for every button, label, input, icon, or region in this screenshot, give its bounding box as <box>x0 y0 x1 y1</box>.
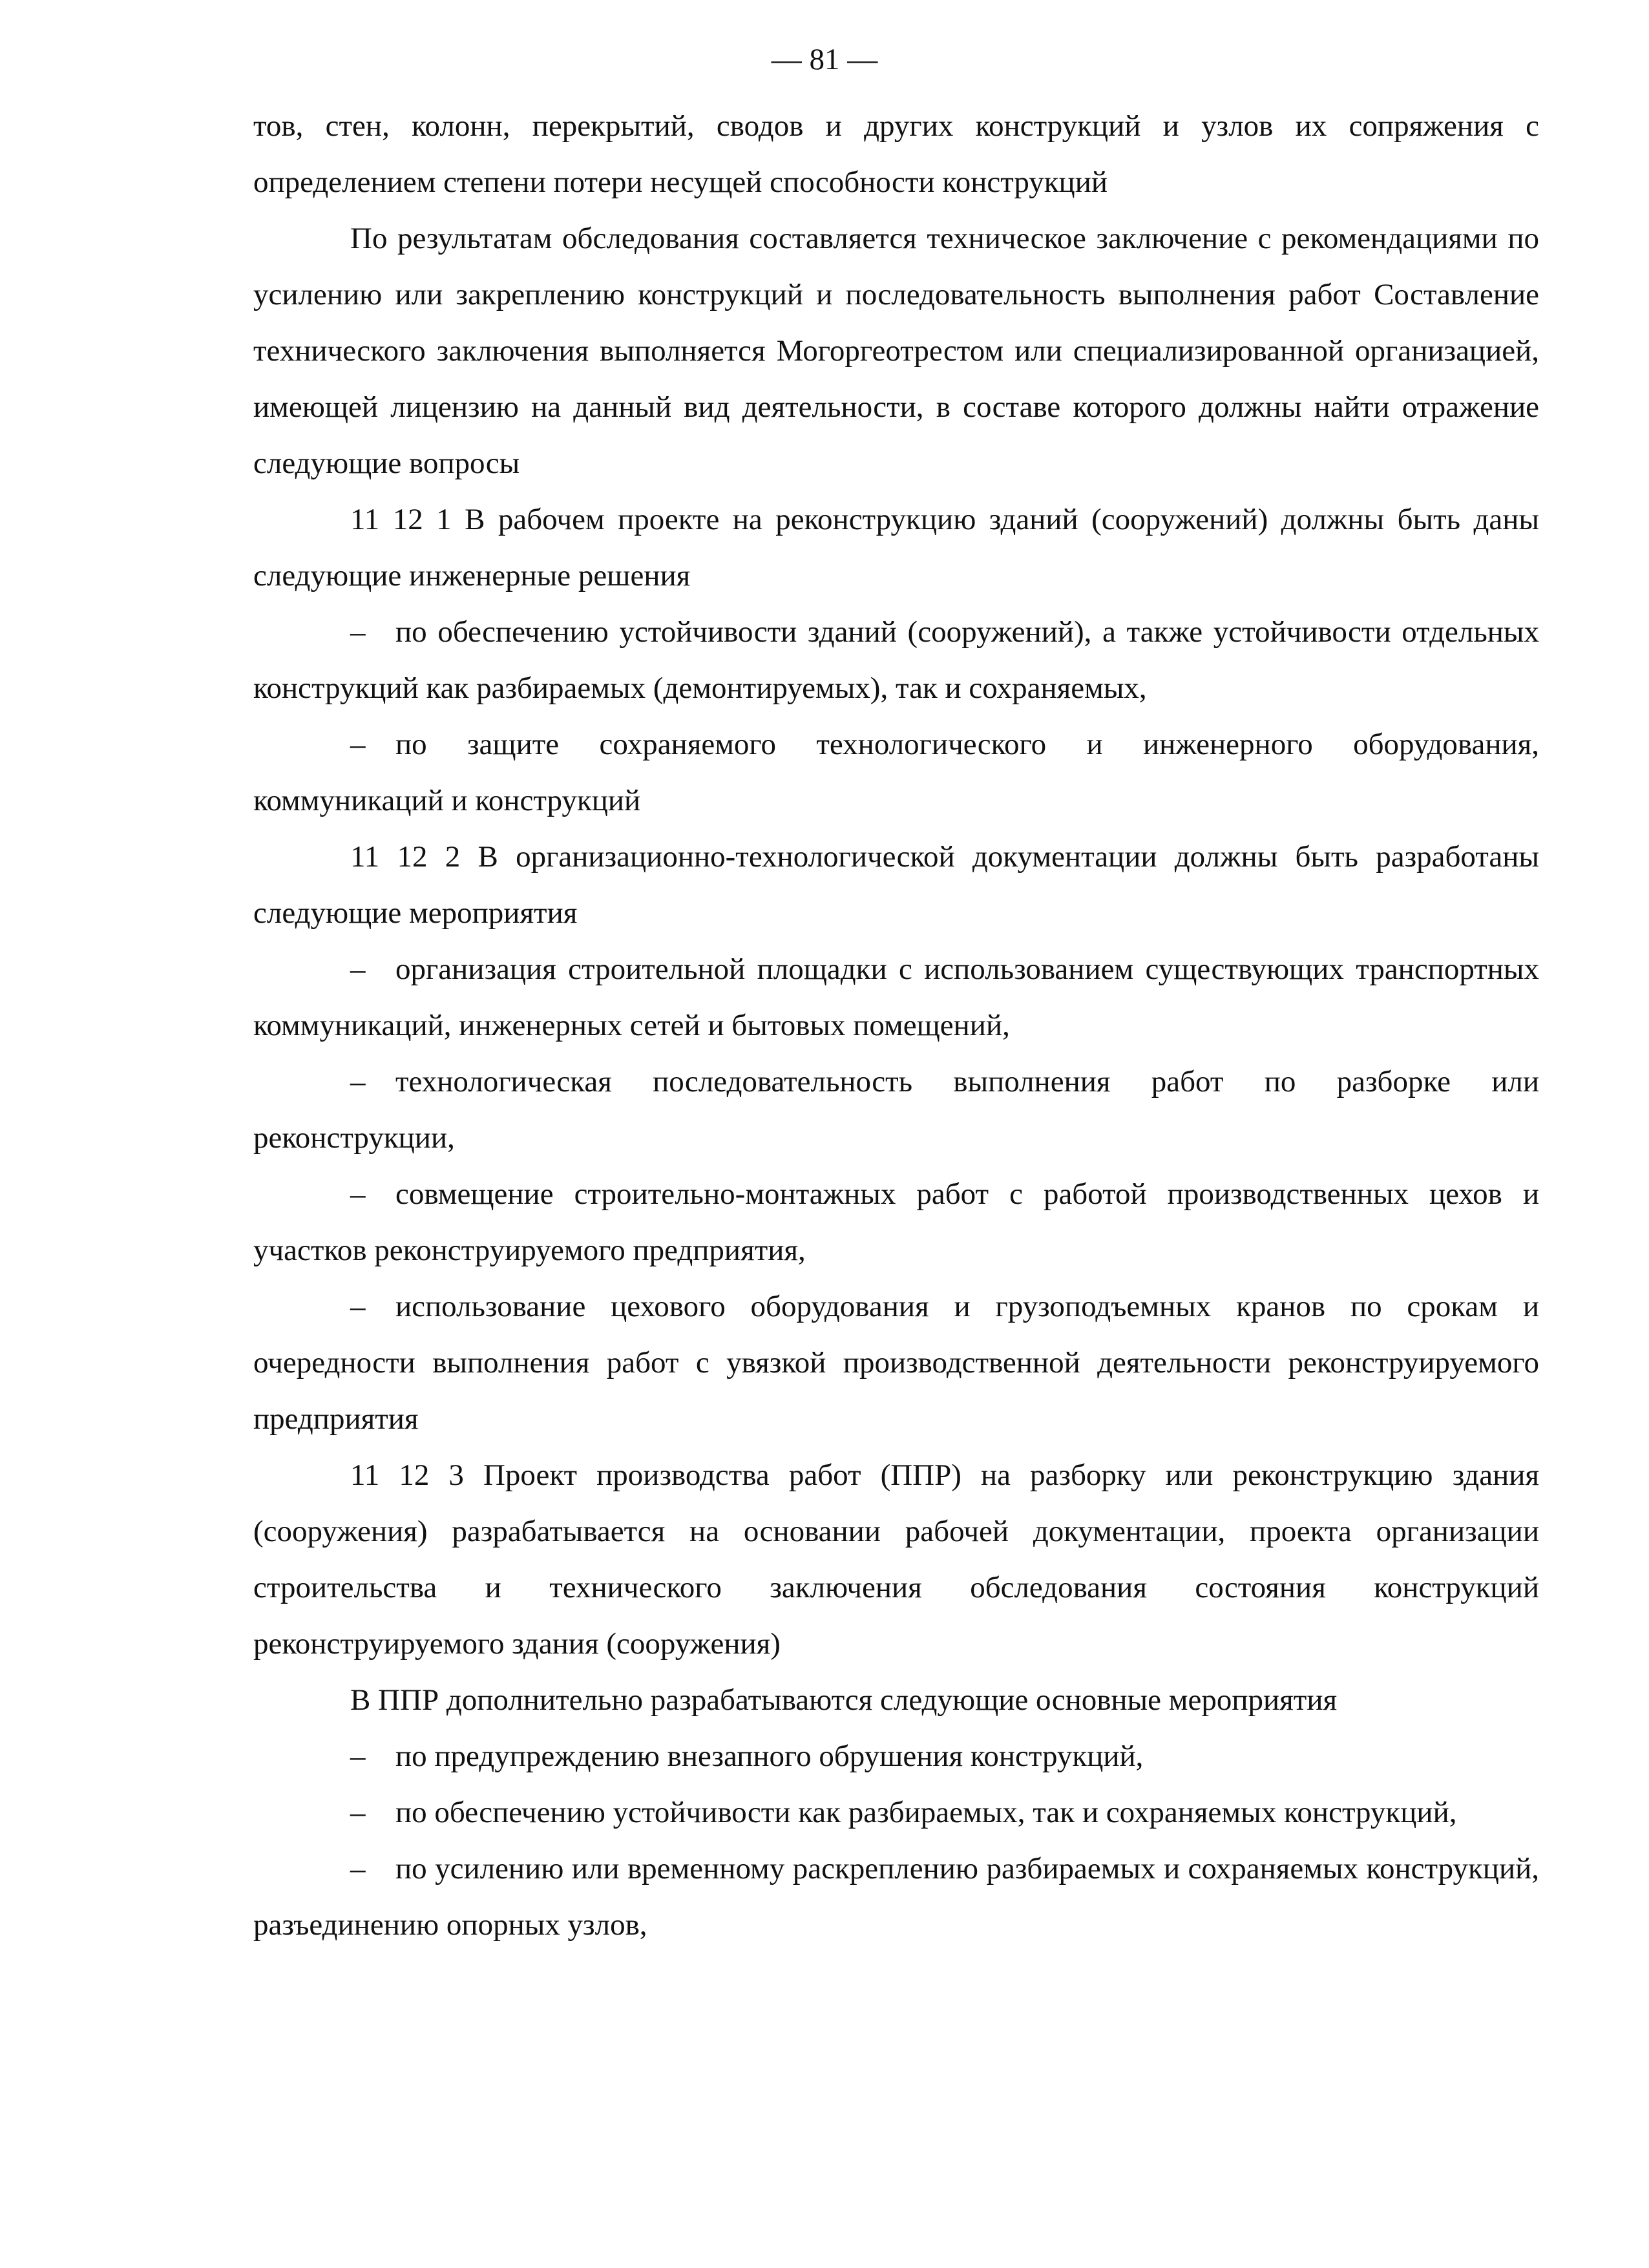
list-item <box>253 1841 1539 1953</box>
dash-bullet: – <box>350 728 366 761</box>
paragraph-text: По результатам обследования составляется техническое заключение с рекомендациями по усилению или закреплению конструкций и последовательность выполнения работ Составление технического заключения выполняется Могоргеотрестом или специализированной организацией, имеющей лицензию на данный вид деятельности, в составе которого должны найти отражение следующие вопросы <box>253 222 1539 480</box>
paragraph-text: 11 12 1 В рабочем проекте на реконструкцию зданий (сооружений) должны быть даны следующие инженерные решения <box>253 503 1539 593</box>
list-item-text: по усилению или временному раскреплению разбираемых и сохраняемых конструкций, разъединению опорных узлов, <box>253 1852 1539 1942</box>
list-item-text: использование цехового оборудования и грузоподъемных кранов по срокам и очередности выполнения работ с увязкой производственной деятельности реконструируемого предприятия <box>253 1290 1539 1436</box>
section-11-12-2 <box>253 829 1539 941</box>
list-item <box>253 1279 1539 1447</box>
list-item-text: организация строительной площадки с использованием существующих транспортных коммуникаций, инженерных сетей и бытовых помещений, <box>253 952 1539 1042</box>
list-item-text: по обеспечению устойчивости зданий (сооружений), а также устойчивости отдельных конструкций как разбираемых (демонтируемых), так и сохраняемых, <box>253 615 1539 705</box>
list-item <box>253 1785 1539 1841</box>
list-item-text: совмещение строительно-монтажных работ с работой производственных цехов и участков реконструируемого предприятия, <box>253 1177 1539 1267</box>
paragraph <box>253 1672 1539 1728</box>
paragraph-text: тов, стен, колонн, перекрытий, сводов и других конструкций и узлов их сопряжения с определением степени потери несущей способности конструкций <box>253 109 1539 199</box>
dash-bullet: – <box>350 952 366 986</box>
list-item <box>253 1166 1539 1279</box>
list-item-text: по обеспечению устойчивости как разбираемых, так и сохраняемых конструкций, <box>395 1796 1457 1829</box>
dash-bullet: – <box>350 1852 366 1885</box>
paragraph-text: 11 12 2 В организационно-технологической документации должны быть разработаны следующие мероприятия <box>253 840 1539 930</box>
dash-bullet: – <box>350 1290 366 1323</box>
list-item <box>253 1054 1539 1166</box>
dash-bullet: – <box>350 1739 366 1773</box>
paragraph-continuation <box>253 98 1539 211</box>
paragraph-text: 11 12 3 Проект производства работ (ППР) на разборку или реконструкцию здания (сооружения) разрабатывается на основании рабочей документации, проекта организации строительства и технического заключения обследования состояния конструкций реконструируемого здания (сооружения) <box>253 1458 1539 1661</box>
page-number: — 81 — <box>771 43 878 76</box>
list-item <box>253 941 1539 1054</box>
list-item <box>253 1728 1539 1785</box>
dash-bullet: – <box>350 1796 366 1829</box>
list-item-text: по защите сохраняемого технологического и инженерного оборудования, коммуникаций и конструкций <box>253 728 1539 817</box>
list-item <box>253 717 1539 829</box>
section-11-12-1 <box>253 492 1539 604</box>
dash-bullet: – <box>350 1065 366 1098</box>
paragraph <box>253 211 1539 492</box>
body-text <box>253 98 1539 1953</box>
list-item <box>253 604 1539 717</box>
dash-bullet: – <box>350 615 366 649</box>
paragraph-text: В ППР дополнительно разрабатываются следующие основные мероприятия <box>350 1683 1338 1717</box>
list-item-text: по предупреждению внезапного обрушения конструкций, <box>395 1739 1144 1773</box>
section-11-12-3 <box>253 1447 1539 1672</box>
list-item-text: технологическая последовательность выполнения работ по разборке или реконструкции, <box>253 1065 1539 1155</box>
dash-bullet: – <box>350 1177 366 1211</box>
